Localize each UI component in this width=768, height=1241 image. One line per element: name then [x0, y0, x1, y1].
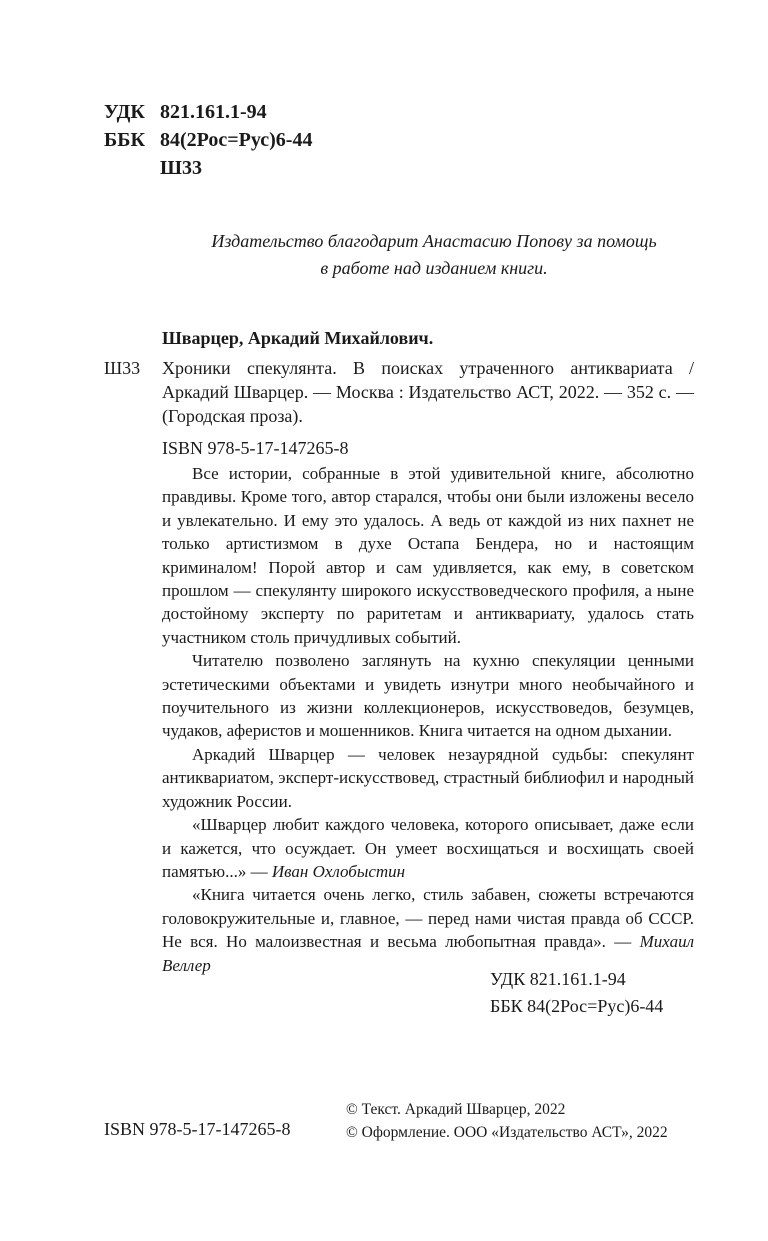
- copyright-design: © Оформление. ООО «Издательство АСТ», 2022: [346, 1124, 668, 1141]
- quote-1-text: «Шварцер любит каждого человека, которого описывает, даже если и кажется, что осуждает. Он умеет восхищаться и восхищать своей памятью...» —: [162, 815, 694, 881]
- annotation-paragraph-1: Все истории, собранные в этой удивительной книге, абсолютно правдивы. Кроме того, автор старался, чтобы они были изложены весело и увлекательно. И ему это удалось. А ведь от каждой из них пахнет не только артистизмом в духе Остапа Бендера, но и настоящим криминалом! Порой автор и сам удивляется, как ему, в советском прошлом — спекулянту широкого искусствоведческого профиля, а ныне достойному эксперту по раритетам и антиквариату, удалось стать участником столь причудливых событий.: [162, 464, 694, 647]
- bbk-row: [104, 126, 312, 154]
- description-row: [104, 356, 694, 428]
- bbk-value: 84(2Рос=Рус)6-44: [160, 129, 313, 151]
- footer-isbn: ISBN 978-5-17-147265-8: [104, 1119, 291, 1139]
- bibliographic-description: Хроники спекулянта. В поисках утраченного антиквариата / Аркадий Шварцер. — Москва : Издательство АСТ, 2022. — 352 с. — (Городская проза).: [162, 358, 694, 426]
- annotation-quote-2: [162, 883, 694, 977]
- bottom-bbk: ББК 84(2Рос=Рус)6-44: [490, 996, 664, 1016]
- annotation-quote-1: [162, 813, 694, 883]
- udk-row: [104, 98, 312, 126]
- acknowledgement-line-1: Издательство благодарит Анастасию Попову за помощь: [211, 231, 657, 251]
- copyright-block: [346, 1098, 668, 1144]
- udk-label: УДК: [104, 101, 145, 123]
- bottom-classification-codes: [490, 966, 663, 1020]
- author-mark: Ш33: [160, 157, 202, 179]
- author-heading: Шварцер, Аркадий Михайлович.: [162, 328, 434, 348]
- copyright-text: © Текст. Аркадий Шварцер, 2022: [346, 1101, 566, 1118]
- classification-codes: [104, 98, 312, 182]
- acknowledgement: [104, 228, 764, 282]
- annotation-paragraph-2: Читателю позволено заглянуть на кухню спекуляции ценными эстетическими объектами и увидеть изнутри много необычайного и поучительного из жизни коллекционеров, искусствоведов, безумцев, чудаков, аферистов и мошенников. Книга читается на одном дыхании.: [162, 651, 694, 741]
- quote-2-author: Михаил Веллер: [162, 932, 694, 975]
- entry-author-mark: Ш33: [104, 358, 141, 378]
- catalog-entry: [104, 326, 694, 460]
- annotation-paragraph-3: Аркадий Шварцер — человек незаурядной судьбы: спекулянт антиквариатом, эксперт-искусствовед, страстный библиофил и народный художник России.: [162, 744, 694, 811]
- bottom-udk: УДК 821.161.1-94: [490, 969, 626, 989]
- acknowledgement-line-2: в работе над изданием книги.: [320, 258, 548, 278]
- quote-2-text: «Книга читается очень легко, стиль забавен, сюжеты встречаются головокружительные и, главное, — перед нами чистая правда об СССР. Не вся. Но малоизвестная и весьма любопытная правда». —: [162, 885, 694, 952]
- annotation: [162, 462, 694, 977]
- quote-1-author: Иван Охлобыстин: [271, 861, 406, 881]
- udk-value: 821.161.1-94: [160, 101, 267, 123]
- bbk-label: ББК: [104, 129, 145, 151]
- entry-isbn: ISBN 978-5-17-147265-8: [162, 438, 349, 458]
